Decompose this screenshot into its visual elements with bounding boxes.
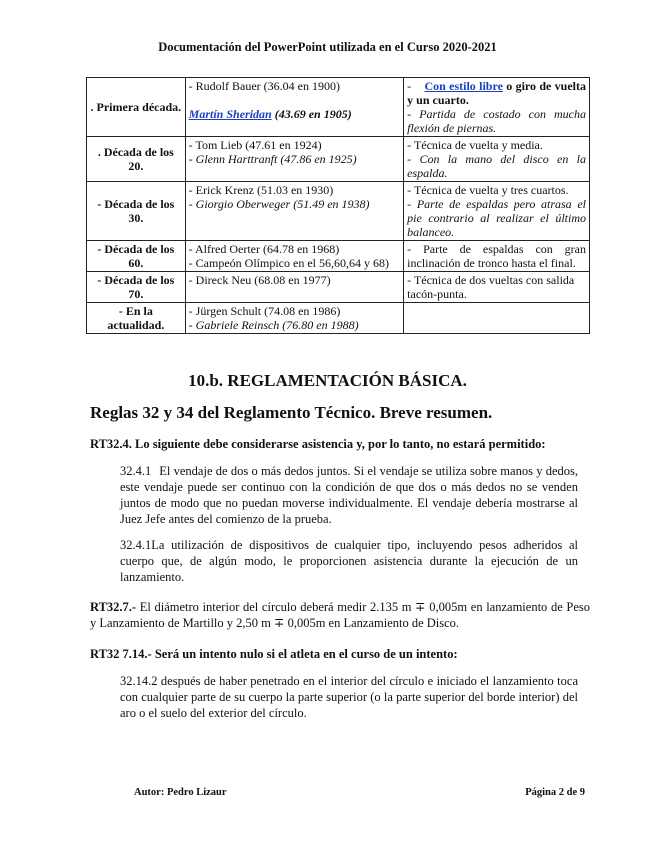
dash: - xyxy=(407,79,412,93)
table-row xyxy=(87,241,590,272)
athlete-line: - Giorgio Oberweger (51.49 en 1938) xyxy=(188,197,370,211)
athlete-line: - Campeón Olímpico en el 56,60,64 y 68) xyxy=(188,256,389,270)
page-header: Documentación del PowerPoint utilizada en el Curso 2020-2021 xyxy=(158,40,497,54)
table-row xyxy=(87,78,590,137)
article-32-4-1 xyxy=(120,463,578,527)
rt3214-heading: RT32 7.14.- Será un intento nulo si el atleta en el curso de un intento: xyxy=(90,647,458,661)
athlete-line: - Erick Krenz (51.03 en 1930) xyxy=(188,183,334,197)
article-number: 32.4.1 xyxy=(120,538,152,552)
technique-cell xyxy=(404,241,590,272)
athlete-line: - Gabriele Reinsch (76.80 en 1988) xyxy=(188,318,359,332)
athlete-line: - Tom Lieb (47.61 en 1924) xyxy=(188,138,322,152)
decades-table xyxy=(86,77,590,334)
article-number: 32.14.2 xyxy=(120,674,158,688)
sheridan-link[interactable]: Martín Sheridan xyxy=(188,107,272,121)
technique-line: - Parte de espaldas pero atrasa el pie contrario al realizar el último balanceo. xyxy=(407,197,586,239)
table-row xyxy=(87,272,590,303)
technique-cell xyxy=(404,137,590,182)
section-title: 10.b. REGLAMENTACIÓN BÁSICA. xyxy=(188,371,467,390)
rt327-label: RT32.7.- xyxy=(90,600,137,614)
table-row xyxy=(87,182,590,241)
footer-author: Autor: Pedro Lizaur xyxy=(134,787,227,798)
article-text: La utilización de dispositivos de cualquier tipo, incluyendo pesos adheridos al cuerpo que, de algún modo, le proporcionen asistencia durante la ejecución de un lanzamiento. xyxy=(120,538,578,584)
athlete-line: - Jürgen Schult (74.08 en 1986) xyxy=(188,304,341,318)
athlete-line: - Rudolf Bauer (36.04 en 1900) xyxy=(188,79,340,93)
article-32-4-1b xyxy=(120,537,578,585)
athlete-line: - Alfred Oerter (64.78 en 1968) xyxy=(188,242,340,256)
period-cell: - Década de los 60. xyxy=(87,241,186,272)
period-cell: - Década de los 70. xyxy=(87,272,186,303)
technique-cell xyxy=(404,78,590,137)
article-number: 32.4.1 xyxy=(120,464,152,478)
athletes-cell xyxy=(185,78,404,137)
technique-line: - Parte de espaldas con gran inclinación de tronco hasta el final. xyxy=(407,242,586,270)
rt324-heading: RT32.4. Lo siguiente debe considerarse asistencia y, por lo tanto, no estará permitido: xyxy=(90,437,546,451)
rt327-text: El diámetro interior del círculo deberá medir 2.135 m ∓ 0,005m en lanzamiento de Peso y Lanzamiento de Martillo y 2,50 m ∓ 0,005m en Lanzamiento de Disco. xyxy=(90,600,590,630)
technique-line: - Con la mano del disco en la espalda. xyxy=(407,152,586,180)
period-cell: . Primera década. xyxy=(87,78,186,137)
section-subtitle: Reglas 32 y 34 del Reglamento Técnico. Breve resumen. xyxy=(90,403,493,422)
athletes-cell xyxy=(185,241,404,272)
technique-cell xyxy=(404,272,590,303)
technique-line: - Partida de costado con mucha flexión de piernas. xyxy=(407,107,586,135)
period-cell: . Década de los 20. xyxy=(87,137,186,182)
technique-line: - Técnica de vuelta y media. xyxy=(407,138,543,152)
technique-line: - Técnica de vuelta y tres cuartos. xyxy=(407,183,569,197)
technique-text: o giro de vuelta y un cuarto. xyxy=(407,79,587,107)
rt327-paragraph xyxy=(90,599,590,631)
table-row xyxy=(87,303,590,334)
footer-page-number: Página 2 de 9 xyxy=(525,787,585,798)
table-row xyxy=(87,137,590,182)
technique-cell xyxy=(404,182,590,241)
article-32-14-2 xyxy=(120,673,578,721)
athlete-mark: (43.69 en 1905) xyxy=(271,107,352,121)
article-text: El vendaje de dos o más dedos juntos. Si el vendaje se utiliza sobre manos y dedos, este vendaje puede ser continuo con la condición de que dos o más dedos no se venden juntos de modo que no puedan moverse individualmente. El vendaje debería mostrarse al Juez Jefe antes del comienzo de la prueba. xyxy=(120,464,578,526)
athlete-line: - Glenn Harttranft (47.86 en 1925) xyxy=(188,152,357,166)
athletes-cell xyxy=(185,272,404,303)
athletes-cell xyxy=(185,303,404,334)
article-text: después de haber penetrado en el interior del círculo e iniciado el lanzamiento toca con cualquier parte de su cuerpo la parte superior (o la parte superior del borde interior) del aro o el suelo del exterior del círculo. xyxy=(120,674,578,720)
technique-cell xyxy=(404,303,590,334)
athletes-cell xyxy=(185,182,404,241)
technique-line: - Técnica de dos vueltas con salida tacón-punta. xyxy=(407,273,575,301)
period-cell: - En la actualidad. xyxy=(87,303,186,334)
estilo-libre-link[interactable]: Con estilo libre xyxy=(424,79,503,93)
athletes-cell xyxy=(185,137,404,182)
period-cell: - Década de los 30. xyxy=(87,182,186,241)
athlete-line: - Direck Neu (68.08 en 1977) xyxy=(188,273,331,287)
